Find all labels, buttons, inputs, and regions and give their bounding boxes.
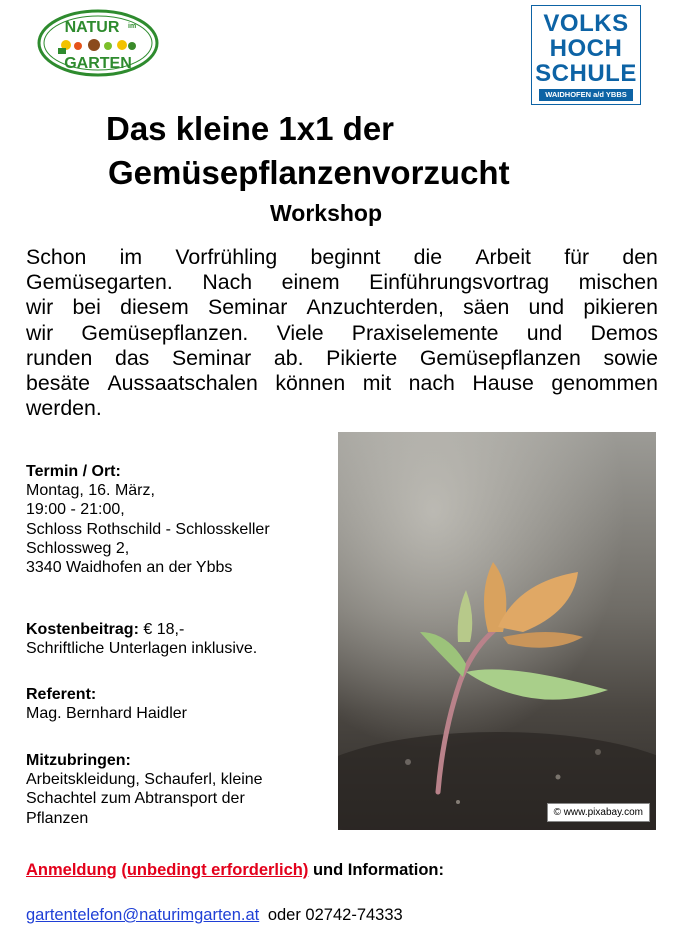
termin-line: Schlossweg 2, (26, 539, 130, 557)
intro-word: mischen (578, 270, 658, 295)
intro-word: Einführungsvortrag (369, 270, 550, 295)
required-note: (unbedingt erforderlich) (121, 861, 309, 879)
kosten-note: Schriftliche Unterlagen inklusive. (26, 640, 258, 658)
natur-logo-small-text: im (128, 23, 137, 30)
intro-word: Hause (472, 371, 534, 396)
kosten-label: Kostenbeitrag: (26, 621, 139, 638)
intro-word: beginnt (310, 245, 381, 269)
intro-word: sowie (603, 345, 658, 370)
intro-word: Anzuchterden, (306, 295, 444, 320)
kosten-value: € 18,- (138, 621, 185, 638)
intro-line (26, 245, 658, 270)
natur-im-garten-logo (36, 8, 160, 78)
vhs-logo-line3: SCHULE (535, 60, 637, 87)
intro-word: die (413, 245, 443, 269)
termin-line: Montag, 16. März, (26, 482, 155, 500)
information-label: und Information: (312, 861, 444, 879)
contact-line (26, 906, 403, 925)
intro-word: nach (408, 371, 455, 396)
intro-word: wir (26, 295, 54, 320)
intro-word: und (526, 320, 563, 345)
intro-word: für (564, 245, 590, 269)
intro-word: mit (362, 371, 392, 396)
intro-word: Pikierte (326, 345, 398, 370)
intro-line (26, 346, 658, 371)
termin-line: Schloss Rothschild - Schlosskeller (26, 520, 270, 538)
intro-word: ab. (273, 345, 304, 370)
mitbringen-line: Pflanzen (26, 809, 89, 827)
mitbringen-label: Mitzubringen: (26, 752, 131, 769)
intro-last-line: werden. (26, 396, 102, 421)
intro-word: runden (26, 345, 93, 370)
referent-label: Referent: (26, 686, 97, 703)
vhs-logo-line2: HOCH (549, 35, 623, 62)
intro-word: diesem (120, 295, 189, 320)
intro-word: einem (281, 270, 340, 295)
page-title-line2: Gemüsepflanzenvorzucht (108, 154, 510, 191)
intro-word: besäte (26, 371, 90, 396)
intro-word: Aussaatschalen (107, 371, 258, 396)
intro-word: im (119, 245, 143, 269)
seedling-photo (338, 432, 656, 830)
termin-line: 19:00 - 21:00, (26, 501, 125, 519)
intro-line (26, 270, 658, 295)
intro-word: Praxiselemente (351, 320, 499, 345)
intro-word: Nach (202, 270, 253, 295)
intro-word: und (528, 295, 565, 320)
mitbringen-section (26, 751, 263, 828)
registration-line (26, 861, 444, 880)
volkshochschule-logo (531, 5, 641, 105)
intro-paragraph (26, 245, 658, 421)
natur-logo-top-text: NATUR (64, 19, 120, 36)
mitbringen-line: Arbeitskleidung, Schauferl, kleine (26, 771, 263, 789)
intro-word: genommen (551, 371, 658, 396)
intro-word: Arbeit (475, 245, 531, 269)
intro-word: Schon (26, 245, 87, 269)
intro-line (26, 371, 658, 396)
mitbringen-line: Schachtel zum Abtransport der (26, 790, 245, 808)
intro-word: das (114, 345, 150, 370)
page-subtitle: Workshop (270, 200, 383, 226)
intro-word: Seminar (208, 295, 288, 320)
vhs-logo-line1: VOLKS (543, 10, 629, 37)
intro-word: Gemüsepflanzen (419, 345, 581, 370)
intro-word: Gemüsegarten. (26, 270, 173, 295)
anmeldung-label: Anmeldung (26, 861, 117, 879)
termin-line: 3340 Waidhofen an der Ybbs (26, 559, 233, 577)
termin-section (26, 462, 270, 577)
intro-word: bei (72, 295, 101, 320)
termin-label: Termin / Ort: (26, 463, 121, 480)
intro-word: wir (26, 320, 54, 345)
intro-word: säen (463, 295, 510, 320)
email-link[interactable]: gartentelefon@naturimgarten.at (26, 906, 260, 924)
intro-word: können (275, 371, 346, 396)
intro-word: Seminar (171, 345, 252, 370)
intro-word: Demos (590, 320, 658, 345)
intro-word: Gemüsepflanzen. (81, 320, 249, 345)
intro-word: Viele (276, 320, 324, 345)
referent-value: Mag. Bernhard Haidler (26, 705, 187, 723)
intro-word: pikieren (583, 295, 658, 320)
intro-line (26, 295, 658, 320)
vhs-logo-band: WAIDHOFEN a/d YBBS (539, 89, 633, 101)
intro-word: den (622, 245, 658, 269)
intro-line (26, 321, 658, 346)
referent-section (26, 685, 187, 723)
page-title-line1: Das kleine 1x1 der (106, 110, 395, 147)
intro-word: Vorfrühling (175, 245, 278, 269)
natur-logo-bottom-text: GARTEN (64, 55, 132, 72)
photo-credit: © www.pixabay.com (547, 803, 650, 822)
phone-number: oder 02742-74333 (267, 906, 403, 924)
kosten-section (26, 620, 257, 658)
